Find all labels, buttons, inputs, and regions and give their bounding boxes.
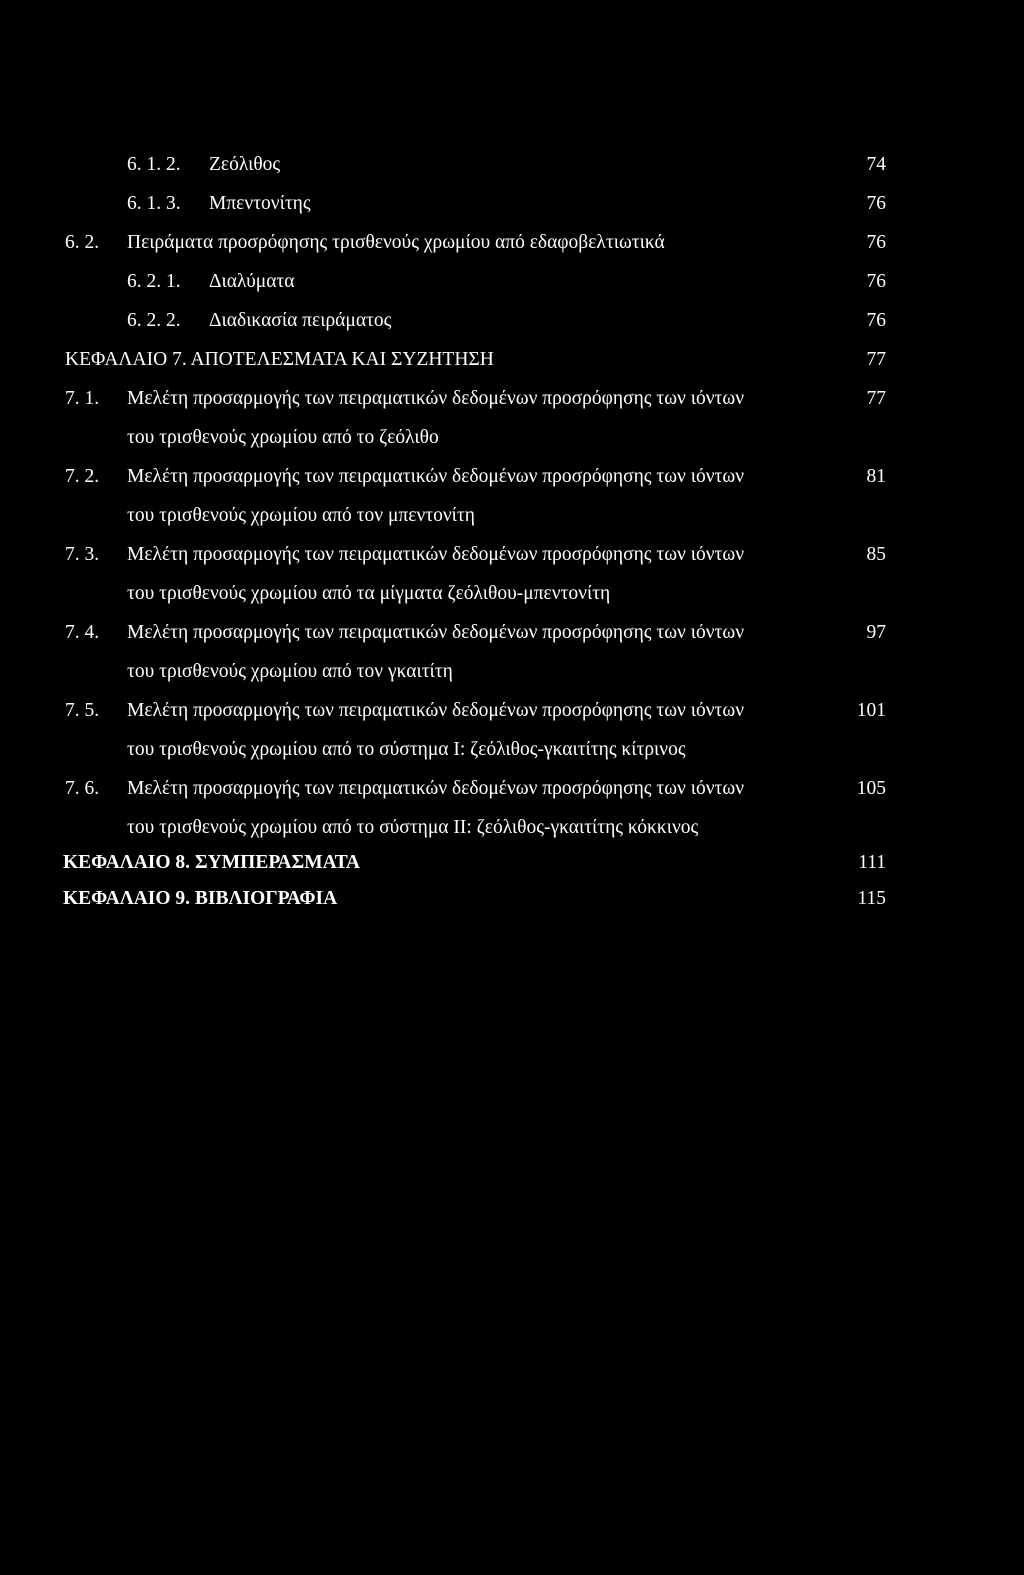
toc-entry	[0, 540, 1024, 570]
toc-entry-number: 7. 2.	[65, 466, 100, 487]
toc-entry-number: 6. 2. 1.	[127, 271, 181, 292]
toc-entry-number: 7. 3.	[65, 544, 100, 565]
toc-entry-continuation	[0, 735, 1024, 765]
toc-entry-title: Μελέτη προσαρμογής των πειραματικών δεδομένων προσρόφησης των ιόντων	[127, 778, 745, 799]
toc-entry-page: 101	[856, 700, 886, 721]
toc-entry-title-continuation: του τρισθενούς χρωμίου από τα μίγματα ζεόλιθου-μπεντονίτη	[127, 583, 611, 604]
toc-entry-title-continuation: του τρισθενούς χρωμίου από το σύστημα Ι: ζεόλιθος-γκαιτίτης κίτρινος	[127, 739, 686, 760]
toc-entry	[0, 306, 1024, 336]
toc-entry-title: Μελέτη προσαρμογής των πειραματικών δεδομένων προσρόφησης των ιόντων	[127, 622, 745, 643]
toc-entry	[0, 618, 1024, 648]
toc-entry-continuation	[0, 579, 1024, 609]
toc-entry-page: 76	[866, 193, 886, 214]
toc-entry	[0, 189, 1024, 219]
toc-entry-title: Ζεόλιθος	[209, 154, 281, 175]
toc-entry-title: Μπεντονίτης	[209, 193, 311, 214]
toc-chapter-title: ΚΕΦΑΛΑΙΟ 7. ΑΠΟΤΕΛΕΣΜΑΤΑ ΚΑΙ ΣΥΖΗΤΗΣΗ	[65, 349, 494, 370]
toc-entry-number: 7. 5.	[65, 700, 100, 721]
toc-entry-page: 85	[866, 544, 886, 565]
toc-entry	[0, 462, 1024, 492]
toc-entry-page: 111	[858, 852, 886, 873]
toc-entry-continuation	[0, 657, 1024, 687]
toc-entry-number: 7. 4.	[65, 622, 100, 643]
toc-entry-page: 81	[866, 466, 886, 487]
toc-entry-number: 6. 1. 3.	[127, 193, 181, 214]
toc-entry-page: 115	[857, 888, 886, 909]
toc-entry-title-continuation: του τρισθενούς χρωμίου από το ζεόλιθο	[127, 427, 439, 448]
toc-entry-title: Διαλύματα	[209, 271, 295, 292]
toc-chapter-entry	[0, 884, 1024, 914]
toc-entry-title: Πειράματα προσρόφησης τρισθενούς χρωμίου από εδαφοβελτιωτικά	[127, 232, 665, 253]
toc-entry	[0, 384, 1024, 414]
toc-entry-page: 76	[866, 271, 886, 292]
toc-entry-continuation	[0, 501, 1024, 531]
toc-entry-title: Μελέτη προσαρμογής των πειραματικών δεδομένων προσρόφησης των ιόντων	[127, 700, 745, 721]
toc-entry-number: 7. 6.	[65, 778, 100, 799]
toc-entry-number: 6. 1. 2.	[127, 154, 181, 175]
toc-entry-number: 6. 2.	[65, 232, 100, 253]
toc-entry-number: 7. 1.	[65, 388, 100, 409]
toc-entry-continuation	[0, 423, 1024, 453]
toc-entry-page: 77	[866, 349, 886, 370]
toc-chapter-title: ΚΕΦΑΛΑΙΟ 9. ΒΙΒΛΙΟΓΡΑΦΙΑ	[63, 888, 338, 909]
toc-entry-number: 6. 2. 2.	[127, 310, 181, 331]
toc-entry	[0, 150, 1024, 180]
toc-entry	[0, 267, 1024, 297]
toc-entry-page: 77	[866, 388, 886, 409]
toc-entry-continuation	[0, 813, 1024, 843]
toc-entry-page: 76	[866, 310, 886, 331]
toc-entry	[0, 774, 1024, 804]
toc-entry-page: 74	[866, 154, 886, 175]
toc-entry-title: Μελέτη προσαρμογής των πειραματικών δεδομένων προσρόφησης των ιόντων	[127, 388, 745, 409]
toc-entry-title-continuation: του τρισθενούς χρωμίου από τον γκαιτίτη	[127, 661, 453, 682]
toc-entry	[0, 696, 1024, 726]
toc-entry	[0, 228, 1024, 258]
toc-entry-page: 97	[866, 622, 886, 643]
toc-entry-title: Μελέτη προσαρμογής των πειραματικών δεδομένων προσρόφησης των ιόντων	[127, 466, 745, 487]
toc-chapter-entry	[0, 848, 1024, 878]
toc-chapter-title: ΚΕΦΑΛΑΙΟ 8. ΣΥΜΠΕΡΑΣΜΑΤΑ	[63, 852, 360, 873]
toc-entry-title-continuation: του τρισθενούς χρωμίου από τον μπεντονίτη	[127, 505, 475, 526]
toc-entry-title: Διαδικασία πειράματος	[209, 310, 392, 331]
toc-entry-title-continuation: του τρισθενούς χρωμίου από το σύστημα ΙΙ: ζεόλιθος-γκαιτίτης κόκκινος	[127, 817, 699, 838]
toc-chapter-entry	[0, 345, 1024, 375]
toc-entry-title: Μελέτη προσαρμογής των πειραματικών δεδομένων προσρόφησης των ιόντων	[127, 544, 745, 565]
toc-entry-page: 105	[856, 778, 886, 799]
toc-entry-page: 76	[866, 232, 886, 253]
